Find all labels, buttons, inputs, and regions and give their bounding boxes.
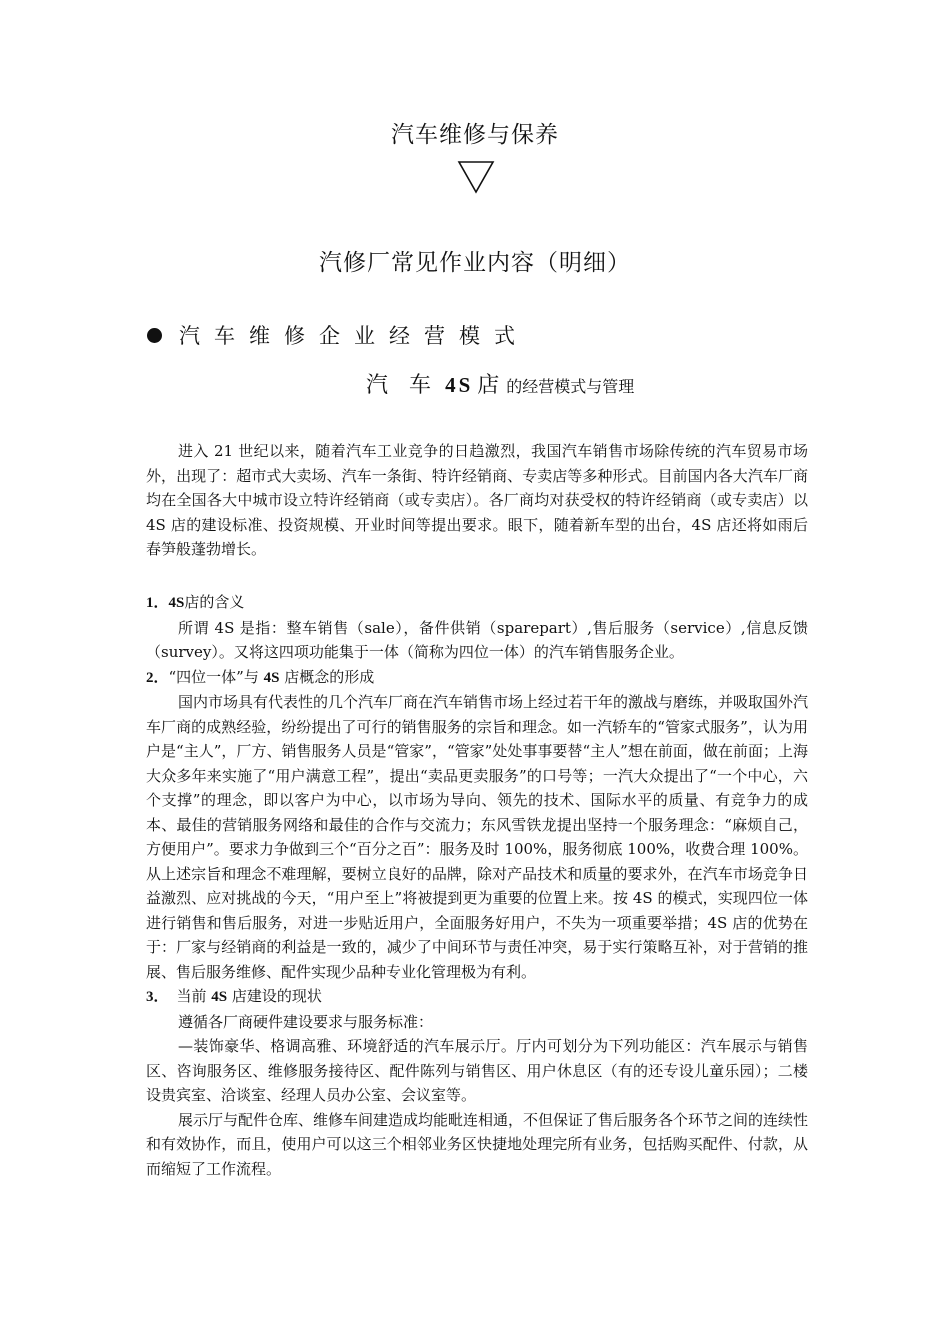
item-heading-2 (146, 665, 808, 691)
content-block (146, 590, 808, 1181)
item-heading-bold: 4S (211, 989, 228, 1005)
item-paragraph: —装饰豪华、格调高雅、环境舒适的汽车展示厅。厅内可划分为下列功能区：汽车展示与销售区、咨询服务区、维修服务接待区、配件陈列与销售区、用户休息区（有的还专设儿童乐园）；二楼设贵宾室、洽谈室、经理人员办公室、会议室等。 (146, 1037, 808, 1104)
item-heading-1 (146, 590, 808, 616)
intro-paragraph-block (146, 439, 808, 562)
item-heading-bold: 4S (168, 595, 185, 611)
item-number: 2． (146, 669, 169, 686)
item-heading-pre: “四位一体”与 (168, 667, 264, 686)
item-number: 1． (146, 595, 169, 611)
item-paragraph: 国内市场具有代表性的几个汽车厂商在汽车销售市场上经过若干年的激战与磨练，并吸取国外汽车厂商的成熟经验，纷纷提出了可行的销售服务的宗旨和理念。如一汽轿车的“管家式服务”，认为用户是“主人”，厂方、销售服务人员是“管家”，“管家”处处事事要替“主人”想在前面，做在前面；上海大众多年来实施了“用户满意工程”，提出“卖品更卖服务”的口号等；一汽大众提出了“一个中心，六个支撑”的理念，即以客户为中心，以市场为导向、领先的技术、国际水平的质量、有竞争力的成本、最佳的营销服务网络和最佳的合作与交流力；东风雪铁龙提出坚持一个服务理念：“麻烦自己，方便用户”。要求力争做到三个“百分之百”：服务及时 100%，服务彻底 100%，收费合理 100%。从上述宗旨和理念不难理解，要树立良好的品牌，除对产品技术和质量的要求外，在汽车市场竞争日益激烈、应对挑战的今天，“用户至上”将被提到更为重要的位置上来。按 4S 的模式，实现四位一体进行销售和售后服务，对进一步贴近用户，全面服务好用户，不失为一项重要举措；4S 店的优势在于：厂家与经销商的利益是一致的，减少了中间环节与责任冲突，易于实行策略互补，对于营销的推展、售后服务维修、配件实现少品种专业化管理极为有利。 (146, 693, 809, 981)
item-heading-pre: 当前 (176, 987, 212, 1005)
item-heading-text: 店的含义 (184, 593, 245, 611)
section-heading-text: 汽车维修企业经营模式 (179, 324, 529, 348)
article-title-prefix: 汽 车 (366, 373, 438, 398)
item-heading-bold: 4S (263, 669, 280, 686)
article-title-suffix: 的经营模式与管理 (506, 377, 635, 396)
article-title-mid: 店 (477, 373, 507, 398)
item-number: 3． (146, 989, 169, 1005)
section-heading (147, 320, 529, 350)
item-heading-text: 店概念的形成 (279, 667, 375, 686)
intro-paragraph: 进入 21 世纪以来，随着汽车工业竞争的日趋激烈，我国汽车销售市场除传统的汽车贸易市场外，出现了：超市式大卖场、汽车一条街、特许经销商、专卖店等多种形式。目前国内各大汽车厂商均在全国各大中城市设立特许经销商（或专卖店）。各厂商均对获受权的特许经销商（或专卖店）以 4S 店的建设标准、投资规模、开业时间等提出要求。眼下，随着新车型的出台，4S 店还将如雨后春笋般蓬勃增长。 (146, 442, 808, 558)
bullet-icon (147, 328, 162, 343)
document-title: 汽车维修与保养 (391, 122, 559, 148)
item-heading-text: 店建设的现状 (227, 987, 322, 1005)
item-paragraph: 遵循各厂商硬件建设要求与服务标准： (178, 1012, 434, 1031)
item-heading-3 (146, 984, 808, 1010)
down-triangle-icon (457, 160, 495, 194)
article-title-bold: 4S (445, 373, 474, 397)
item-paragraph: 展示厅与配件仓库、维修车间建造成均能毗连相通，不但保证了售后服务各个环节之间的连续性和有效协作，而且，使用户可以这三个相邻业务区快捷地处理完所有业务，包括购买配件、付款，从而缩短了工作流程。 (146, 1110, 809, 1178)
item-paragraph: 所谓 4S 是指：整车销售（sale），备件供销（sparepart）,售后服务（service）,信息反馈（survey）。又将这四项功能集于一体（简称为四位一体）的汽车销售服务企业。 (146, 618, 808, 661)
article-title (366, 368, 634, 399)
document-subtitle: 汽修厂常见作业内容（明细） (319, 250, 631, 276)
